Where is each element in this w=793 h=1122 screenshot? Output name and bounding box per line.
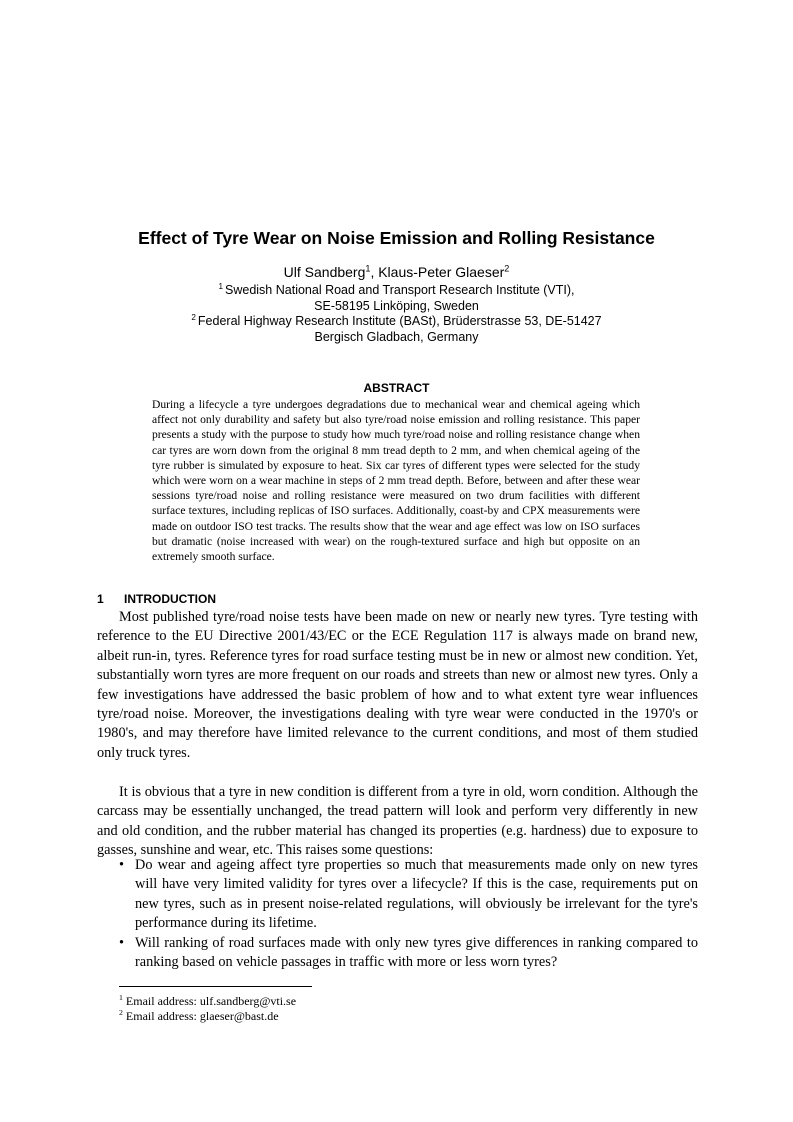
question-list bbox=[97, 856, 698, 972]
author-line bbox=[0, 262, 793, 282]
affiliation-2 bbox=[0, 313, 793, 345]
section-heading bbox=[97, 591, 216, 607]
paper-title: Effect of Tyre Wear on Noise Emission and Rolling Resistance bbox=[138, 228, 655, 248]
footnote-text: Email address: glaeser@bast.de bbox=[125, 1009, 279, 1023]
footnote-mark: 1 bbox=[119, 993, 123, 1002]
affiliation-line bbox=[0, 282, 793, 298]
body-paragraph: It is obvious that a tyre in new condition is different from a tyre in old, worn condition. Although the carcass may be essentially unchanged, the tread pattern will look and perform very differently in new and old condition, and the rubber material has changed its properties (e.g. hardness) due to exposure to gasses, sunshine and wear, etc. This raises some questions: bbox=[97, 784, 698, 859]
affiliation-mark: 2 bbox=[504, 263, 510, 274]
list-item bbox=[97, 856, 698, 934]
section-number: 1 bbox=[97, 592, 104, 606]
footnote bbox=[119, 994, 296, 1009]
list-item-text: Do wear and ageing affect tyre properties so much that measurements made only on new tyres will have very limited validity for tyres over a lifecycle? If this is the case, requirements put on new tyres, such as in present noise-related regulations, will obviously be irrelevant for the tyre's performance during its lifetime. bbox=[135, 857, 698, 932]
author-name: Klaus-Peter Glaeser bbox=[378, 264, 505, 280]
footnote-divider bbox=[119, 986, 312, 987]
footnotes bbox=[119, 994, 296, 1024]
list-item-text: Will ranking of road surfaces made with only new tyres give differences in ranking compared to ranking based on vehicle passages in traffic with more or less worn tyres? bbox=[135, 934, 698, 971]
section-title: INTRODUCTION bbox=[124, 592, 216, 606]
list-item bbox=[97, 934, 698, 973]
footnote-mark: 2 bbox=[119, 1008, 123, 1017]
affiliation-text: Swedish National Road and Transport Research Institute (VTI), bbox=[225, 283, 575, 297]
author-name: Ulf Sandberg bbox=[283, 264, 366, 280]
affiliation-text: Federal Highway Research Institute (BASt), Brüderstrasse 53, DE-51427 bbox=[197, 314, 602, 328]
affiliation-line bbox=[0, 313, 793, 329]
affiliation-mark: 1 bbox=[218, 281, 224, 291]
affiliation-1 bbox=[0, 282, 793, 314]
body-paragraph: Most published tyre/road noise tests have been made on new or nearly new tyres. Tyre testing with reference to the EU Directive 2001/43/EC or the ECE Regulation 117 is always made on brand new, albeit run-in, tyres. Reference tyres for road surface testing must be in new or almost new condition. Yet, substantially worn tyres are more frequent on our roads and streets than new or almost new tyres. Only a few investigations have addressed the basic problem of how and to what extent tyre wear influences tyre/road noise. Moreover, the investigations dealing with tyre wear were conducted in the 1970's or 1980's, and may therefore have limited relevance to the current conditions, and most of them studied only truck tyres. bbox=[97, 609, 698, 761]
bullet-icon: • bbox=[119, 934, 125, 951]
author-separator: , bbox=[370, 264, 379, 280]
footnote bbox=[119, 1009, 296, 1024]
bullet-icon: • bbox=[119, 857, 125, 873]
affiliation-mark: 2 bbox=[191, 312, 196, 322]
affiliation-mark: 1 bbox=[365, 263, 371, 274]
affiliation-line: Bergisch Gladbach, Germany bbox=[314, 330, 479, 344]
footnote-text: Email address: ulf.sandberg@vti.se bbox=[125, 994, 297, 1008]
abstract-text: During a lifecycle a tyre undergoes degradations due to mechanical wear and chemical ageing which affect not only durability and safety but also tyre/road noise emission and rolling resistance. This paper presents a study with the purpose to study how much tyre/road noise and rolling resistance change when car tyres are worn down from the original 8 mm tread depth to 2 mm, and when chemical ageing of the tyre rubber is simulated by exposure to heat. Six car tyres of different types were selected for the study which were worn on a wear machine in steps of 2 mm tread depth. Before, between and after these wear sessions tyre/road noise and rolling resistance were measured on two drum facilities with different surface textures, including replicas of ISO surfaces. Additionally, coast-by and CPX measurements were made on outdoor ISO test tracks. The results show that the wear and age effect was low on ISO surfaces but dramatic (noise increased with wear) on the rough-textured surface and high but opposite on an extremely smooth surface. bbox=[152, 398, 640, 564]
affiliation-line: SE-58195 Linköping, Sweden bbox=[314, 299, 479, 313]
abstract-heading: ABSTRACT bbox=[363, 381, 430, 395]
